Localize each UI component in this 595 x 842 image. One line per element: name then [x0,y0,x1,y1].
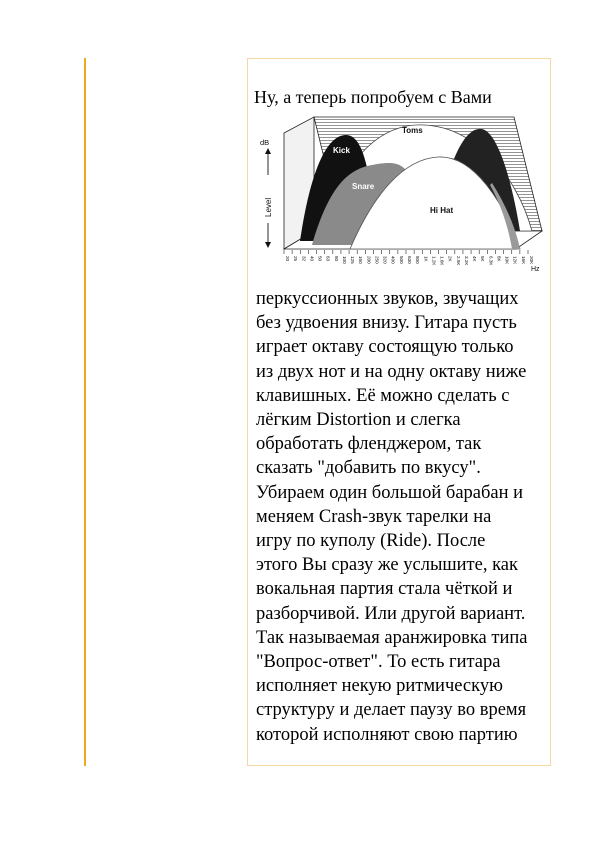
label-toms: Toms [402,126,423,135]
text-line: меняем Crash-звук тарелки на [256,506,492,527]
text-line: играет октаву состоящую только [256,337,514,358]
text-line: которой исполняют свою партию [256,724,518,745]
freq-tick-label: 12K [512,256,518,265]
margin-rule [84,58,86,766]
freq-tick-label: 250 [374,256,380,264]
body-text [256,287,550,761]
text-line: без удвоения внизу. Гитара пусть [256,313,517,334]
text-line: игру по куполу (Ride). После [256,531,486,552]
freq-tick-label: 32 [301,256,307,262]
text-line: "Вопрос-ответ". То есть гитара [256,652,501,673]
freq-tick-label: 630 [407,256,412,264]
text-line: перкуссионных звуков, звучащих [256,289,519,309]
text-line: структуру и делает паузу во время [256,700,527,721]
freq-tick-label: 20K [529,256,534,265]
label-kick: Kick [333,146,350,155]
freq-tick-label: 1K [423,256,429,262]
freq-tick-label: 200 [366,256,372,264]
text-line: клавишных. Её можно сделать с [256,385,510,406]
axis-hz: Hz [531,266,540,273]
text-line: лёгким Distortion и слегка [256,410,461,431]
freq-tick-label: 80 [333,256,339,262]
freq-tick-label: 125 [350,256,356,264]
text-line: Убираем один большой барабан и [256,482,524,503]
axis-level: Level [264,197,273,217]
freq-tick-label: 400 [390,256,396,264]
freq-tick-label: 40 [309,256,315,262]
freq-tick-label: 100 [341,256,347,264]
freq-tick-label: 2K [447,256,453,262]
freq-tick-label: 8K [496,256,502,262]
paragraph [256,287,550,747]
freq-tick-label: 25 [293,256,299,262]
text-line: исполняет некую ритмическую [256,676,503,697]
freq-tick-label: 16K [520,256,526,265]
drum-frequency-figure [254,113,546,280]
text-line: сказать "добавить по вкусу". [256,458,481,479]
freq-tick-label: 50 [317,256,323,262]
freq-tick-label: 4K [472,256,478,262]
page-heading: Ну, а теперь попробуем с Вами [254,87,492,107]
text-line: Так называемая аранжировка типа [256,627,528,648]
freq-tick-label: 6.3K [488,256,494,266]
freq-tick-label: 20 [285,256,290,262]
frequency-tick-labels [284,250,534,266]
text-line: обработать фленджером, так [256,434,482,455]
label-snare: Snare [352,182,375,191]
freq-tick-label: 10K [504,256,510,265]
text-line: разборчивой. Или другой вариант. [256,603,526,624]
freq-tick-label: 5K [480,256,486,262]
text-line: этого Вы сразу же услышите, как [256,555,518,576]
freq-tick-label: 1.2K [431,256,437,266]
freq-tick-label: 3.2K [463,256,469,266]
freq-tick-label: 500 [398,256,404,264]
freq-tick-label: 160 [358,256,364,264]
freq-tick-label: 2.5K [455,256,461,266]
freq-tick-label: 320 [382,256,388,264]
axis-db: dB [260,138,270,147]
text-line: вокальная партия стала чёткой и [256,579,513,600]
freq-tick-label: 63 [325,256,331,262]
text-line: из двух нот и на одну октаву ниже [256,361,527,382]
freq-tick-label: 800 [415,256,421,264]
freq-tick-label: 1.6K [439,256,445,266]
label-hihat: Hi Hat [430,206,454,215]
